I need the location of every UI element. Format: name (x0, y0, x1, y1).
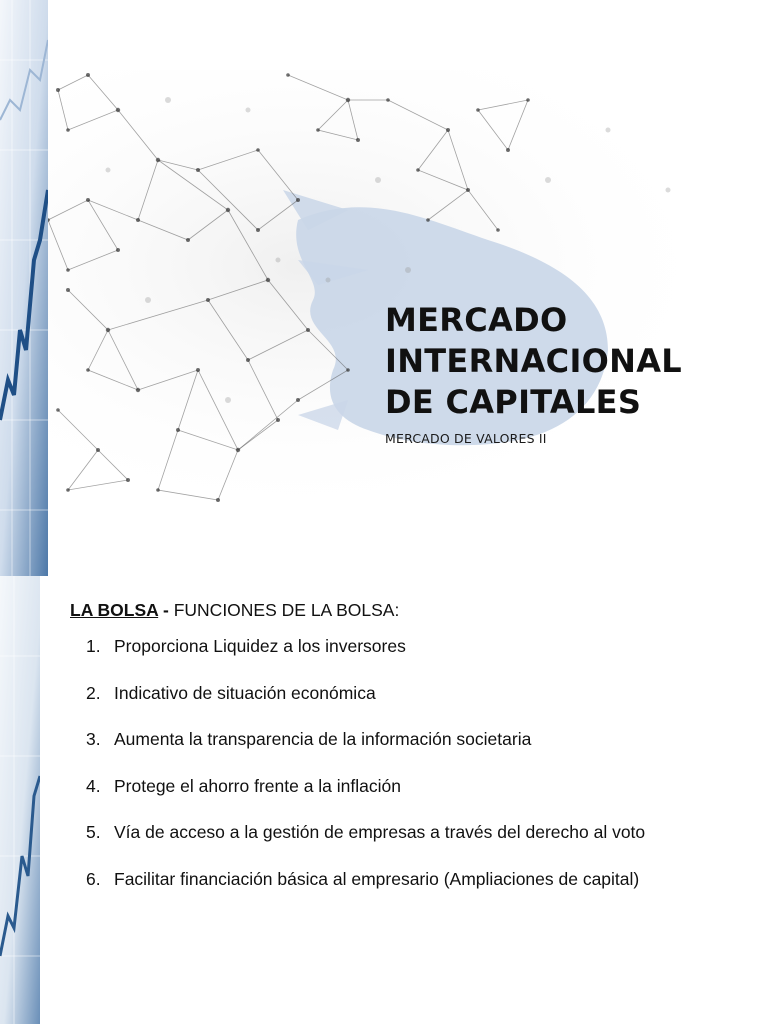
list-item-text: Indicativo de situación económica (114, 682, 376, 703)
list-item-number: 5. (86, 822, 101, 843)
list-item-text: Proporciona Liquidez a los inversores (114, 636, 406, 656)
list-item-text: Vía de acceso a la gestión de empresas a través del derecho al voto (114, 822, 646, 843)
list-item (70, 635, 750, 682)
list-item (70, 682, 750, 729)
decorative-side-strip (0, 576, 40, 1024)
heading-strong: LA BOLSA (70, 600, 159, 620)
list-item (70, 728, 750, 775)
title-line: MERCADO (385, 301, 568, 339)
list-item-number: 1. (86, 636, 101, 656)
list-item (70, 775, 750, 822)
bolsa-section (70, 600, 750, 915)
page-title (385, 300, 755, 423)
heading-separator: - (158, 600, 174, 620)
section-heading (70, 600, 750, 621)
title-line: DE CAPITALES (385, 383, 642, 421)
list-item-number: 4. (86, 775, 101, 796)
functions-list (70, 635, 750, 915)
list-item-number: 2. (86, 682, 101, 703)
subtitle: MERCADO DE VALORES II (385, 431, 547, 446)
list-item-text: Facilitar financiación básica al empresario (Ampliaciones de capital) (114, 868, 640, 889)
heading-rest: FUNCIONES DE LA BOLSA: (173, 600, 400, 620)
list-item-number: 3. (86, 729, 101, 750)
decorative-side-strip (0, 0, 48, 576)
list-item (70, 868, 750, 915)
title-line: INTERNACIONAL (385, 342, 682, 380)
list-item-text: Aumenta la transparencia de la información societaria (114, 729, 532, 750)
list-item (70, 821, 750, 868)
list-item-text: Protege el ahorro frente a la inflación (114, 775, 401, 796)
title-block (385, 300, 755, 446)
list-item-number: 6. (86, 868, 101, 889)
